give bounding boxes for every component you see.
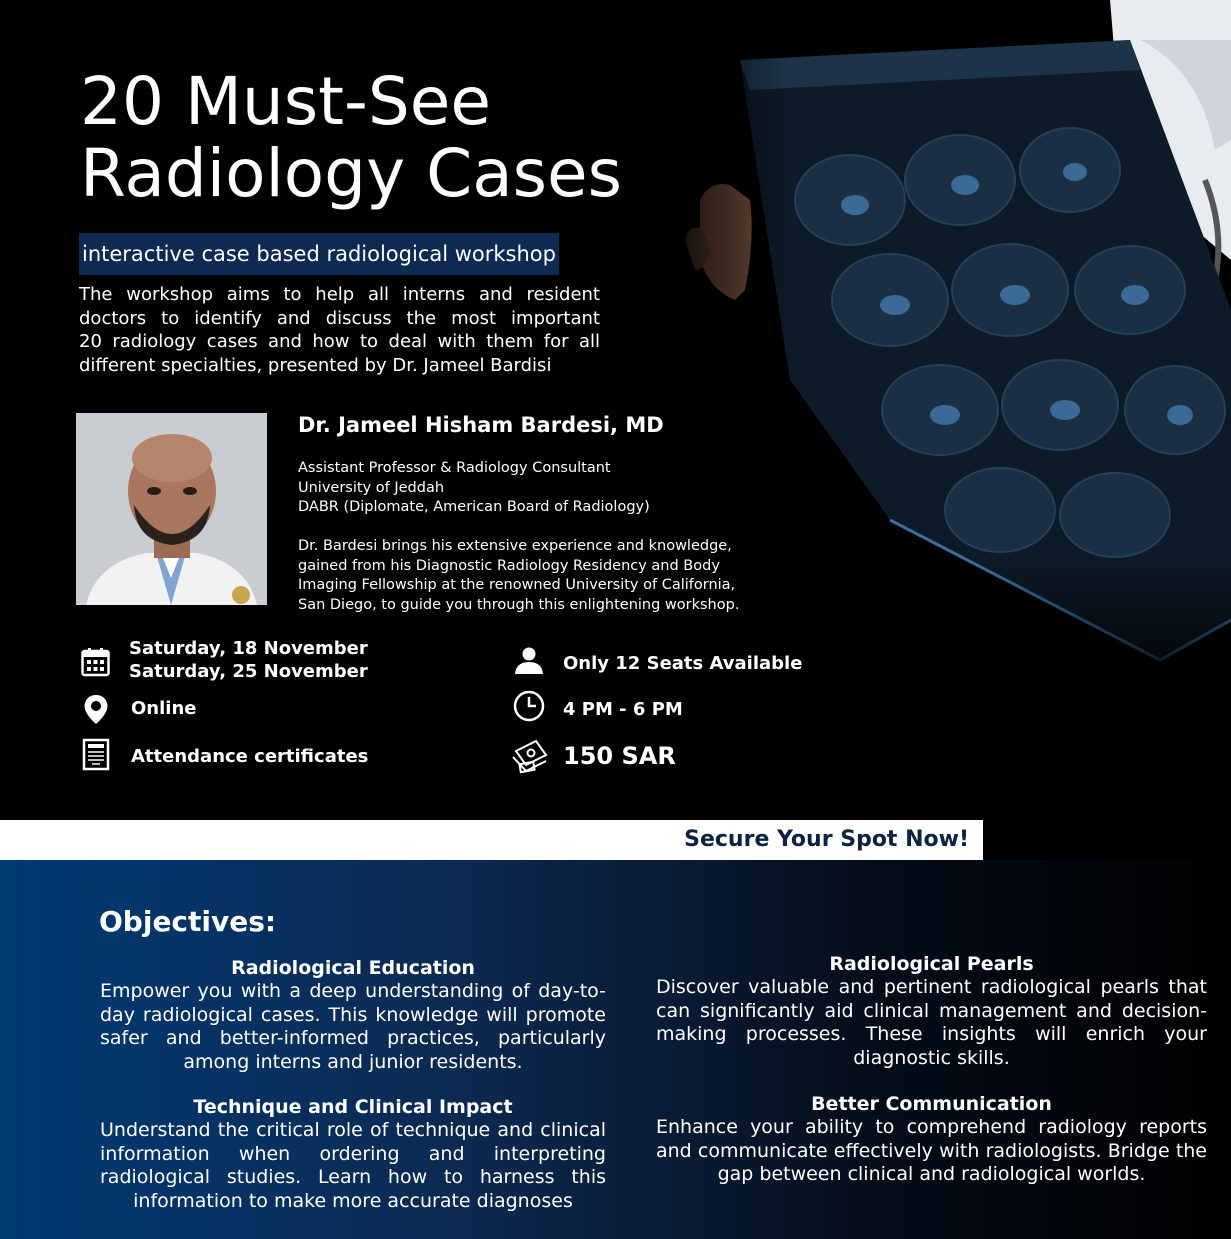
title-line-1: 20 Must-See [80,63,491,140]
description-line: different specialties, presented by Dr. Jameel Bardisi [79,354,552,376]
certificate-icon [82,738,110,771]
clock-icon [513,690,545,722]
date-1: Saturday, 18 November [129,638,368,659]
speaker-name: Dr. Jameel Hisham Bardesi, MD [298,413,664,437]
objective-item [100,1095,606,1213]
event-dates [129,637,368,683]
objective-text: Enhance your ability to comprehend radiology reports and communicate effectively with radiologists. Bridge the gap between clinical and radiological worlds. [656,1116,1207,1186]
objectives-heading: Objectives: [99,905,277,938]
objective-item [656,952,1207,1070]
calendar-icon [81,647,110,677]
event-location: Online [131,698,197,719]
speaker-photo [76,413,267,605]
speaker-board: DABR (Diplomate, American Board of Radiology) [298,499,650,516]
objective-item [100,956,606,1074]
date-2: Saturday, 25 November [129,661,368,682]
objective-title: Technique and Clinical Impact [193,1096,513,1118]
event-certificate: Attendance certificates [131,746,369,767]
objective-text: Understand the critical role of technique and clinical information when ordering and interpreting radiological studies. Learn how to harness this information to make more accurate diagnoses [100,1119,606,1212]
subtitle-badge: interactive case based radiological workshop [79,233,559,275]
description-line: The workshop aims to help all interns and resident [79,284,600,305]
event-price: 150 SAR [563,742,676,770]
bio-line: Dr. Bardesi brings his extensive experience and knowledge, [298,538,732,554]
seats-available: Only 12 Seats Available [563,653,803,674]
objective-item [656,1092,1207,1187]
event-time: 4 PM - 6 PM [563,699,683,720]
bio-line: Imaging Fellowship at the renowned University of California, [298,577,736,594]
cta-label[interactable]: Secure Your Spot Now! [684,827,969,852]
speaker-title: Assistant Professor & Radiology Consultant [298,460,611,476]
description-line: doctors to identify and discuss the most important [79,307,600,329]
objective-title: Radiological Pearls [829,953,1034,975]
speaker-bio [298,537,739,615]
objective-text: Discover valuable and pertinent radiological pearls that can significantly aid clinical management and decision-making processes. These insights will enrich your diagnostic skills. [656,976,1207,1069]
workshop-description [79,283,600,377]
speaker-university: University of Jeddah [298,479,445,496]
objective-text: Empower you with a deep understanding of day-to-day radiological cases. This knowledge will promote safer and better-informed practices, particularly among interns and junior residents. [100,980,606,1073]
person-icon [514,647,544,674]
objective-title: Better Communication [811,1093,1052,1115]
cta-banner[interactable] [0,820,983,860]
title-line-2: Radiology Cases [80,135,623,212]
money-icon [510,737,548,774]
page-title [80,63,720,212]
bio-line: San Diego, to guide you through this enlightening workshop. [298,596,740,613]
description-line: 20 radiology cases and how to deal with them for all [79,331,600,352]
objective-title: Radiological Education [231,957,475,979]
speaker-credentials [298,459,650,518]
location-pin-icon [83,694,109,725]
bio-line: gained from his Diagnostic Radiology Residency and Body [298,557,720,574]
